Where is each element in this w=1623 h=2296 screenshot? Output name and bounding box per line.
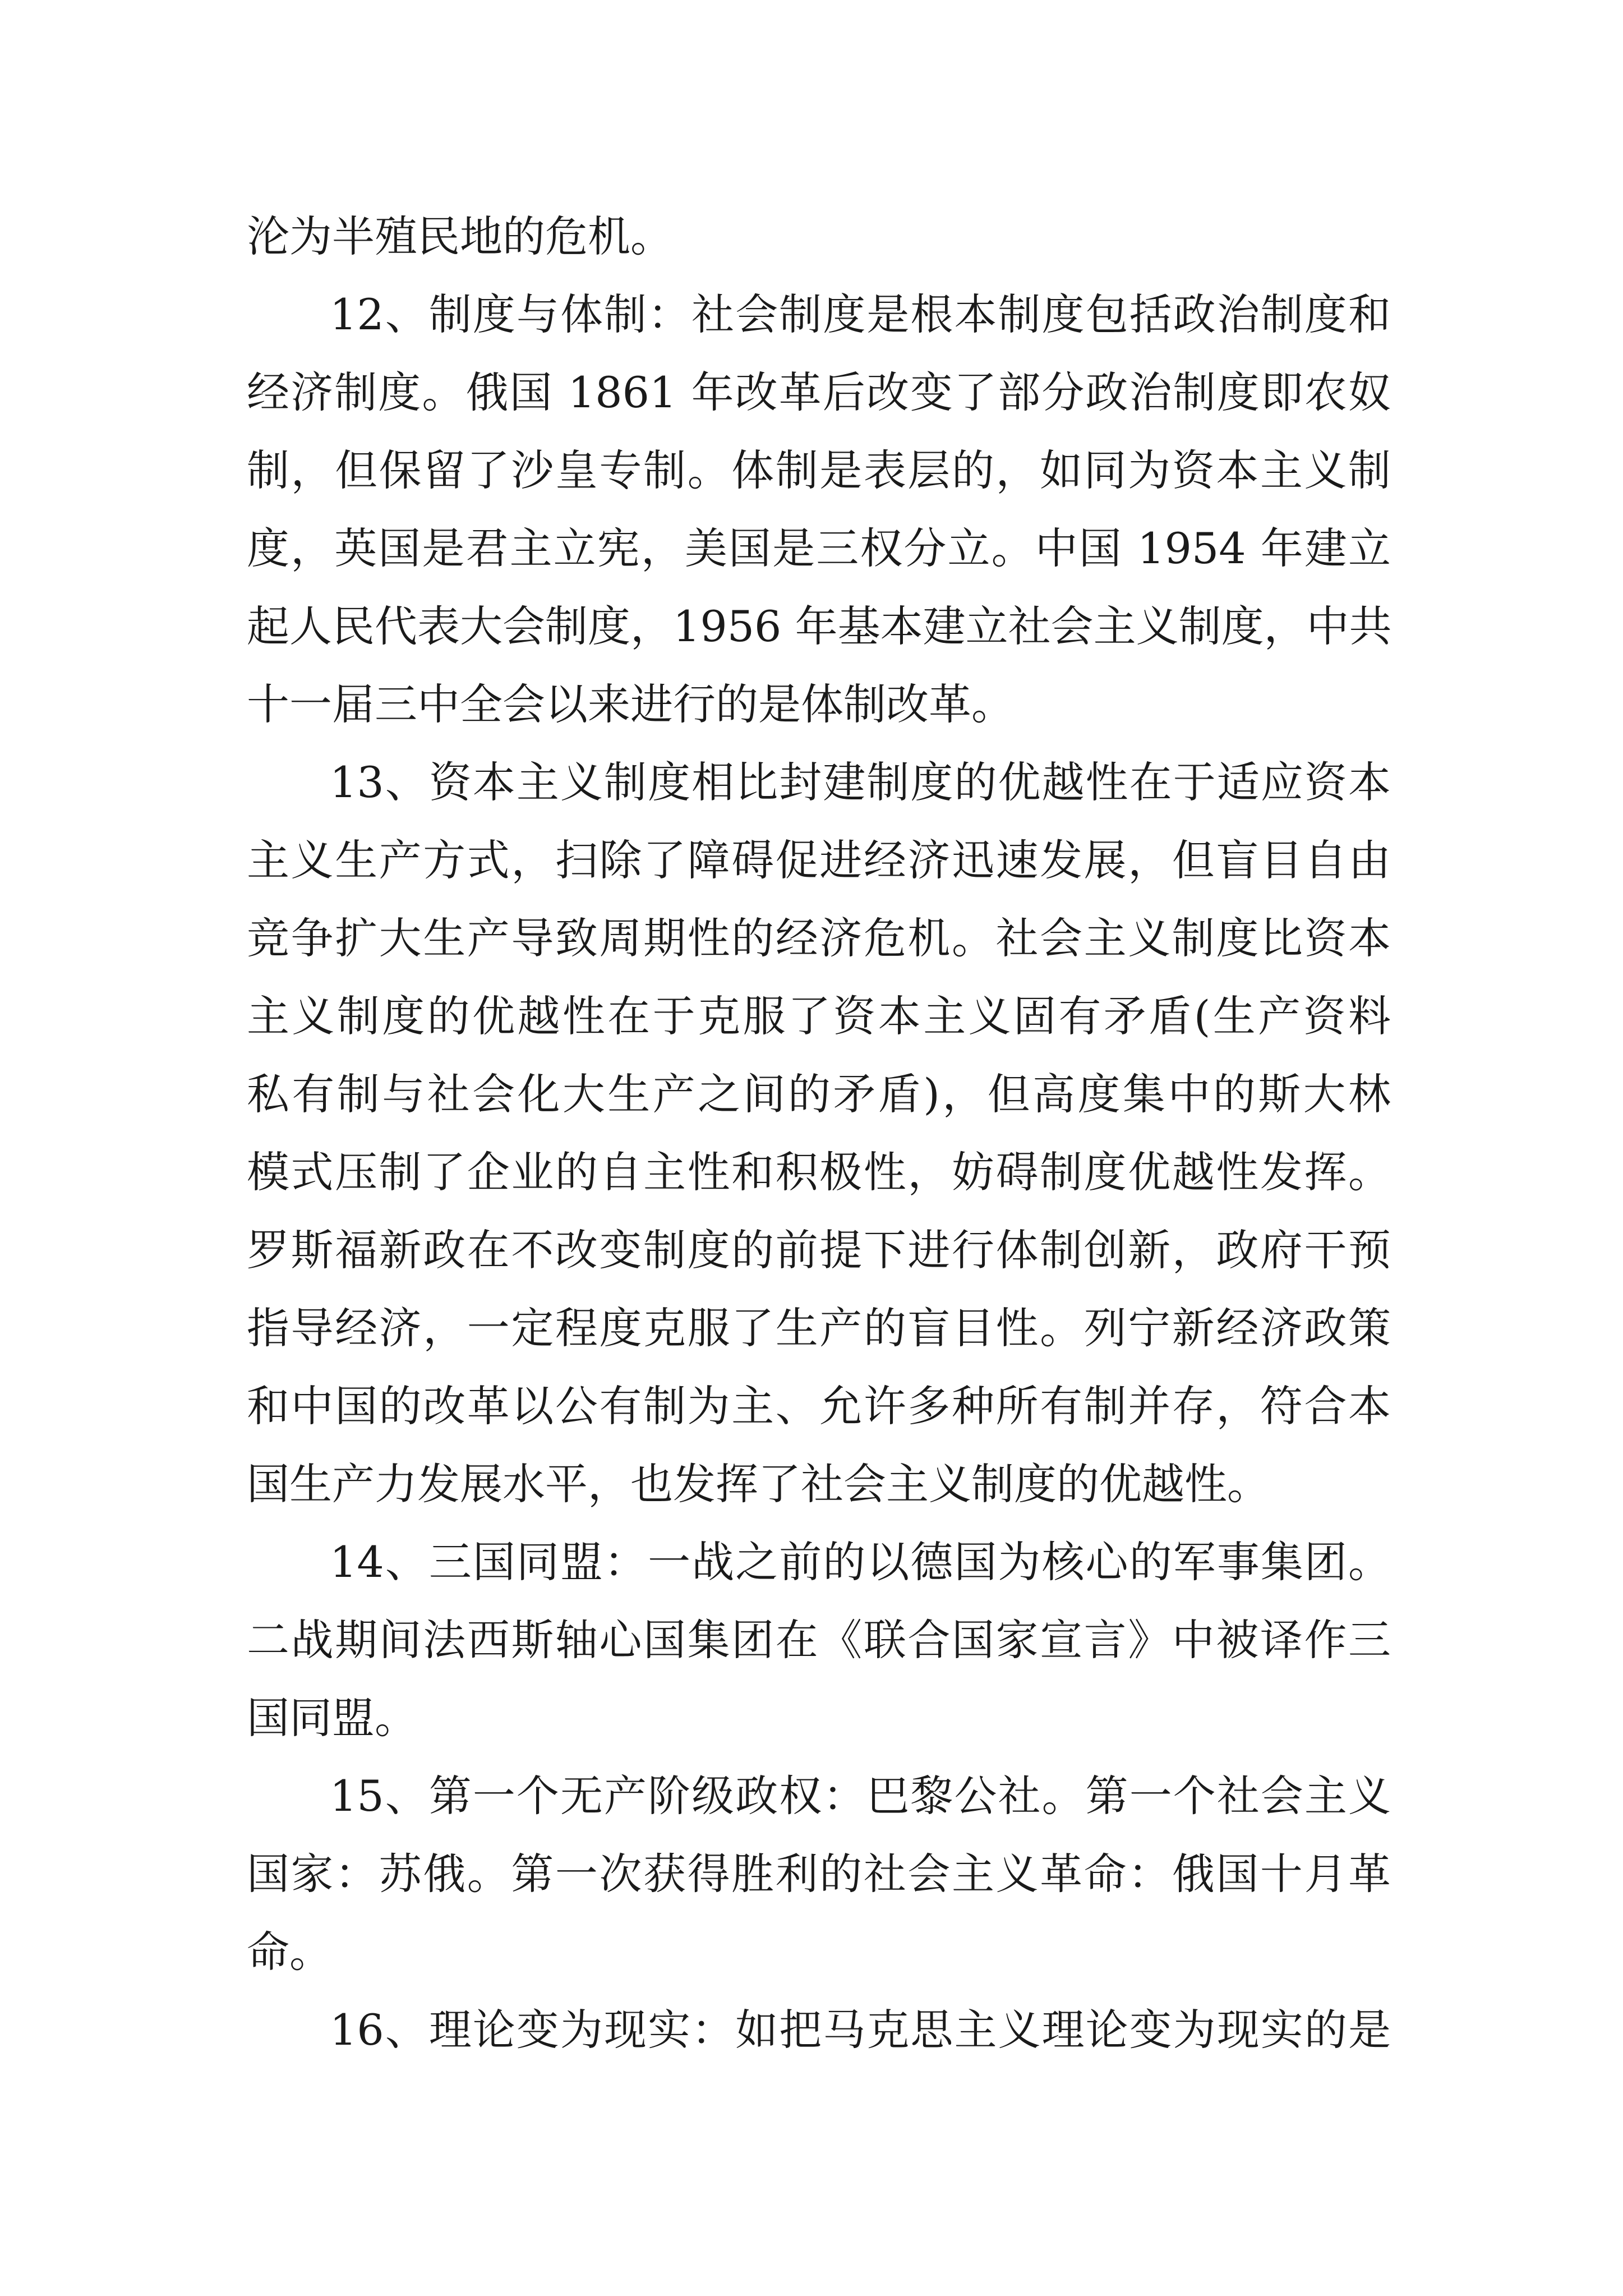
text-line: 模式压制了企业的自主性和积极性，妨碍制度优越性发挥。 bbox=[247, 1147, 1391, 1197]
paragraph bbox=[247, 743, 1391, 1523]
text-line: 经济制度。俄国 1861 年改革后改变了部分政治制度即农奴 bbox=[247, 367, 1391, 417]
text-line: 沦为半殖民地的危机。 bbox=[247, 211, 673, 261]
text-line: 15、第一个无产阶级政权：巴黎公社。第一个社会主义 bbox=[330, 1771, 1391, 1821]
text-line: 16、理论变为现实：如把马克思主义理论变为现实的是 bbox=[330, 2005, 1391, 2055]
text-line: 竞争扩大生产导致周期性的经济危机。社会主义制度比资本 bbox=[247, 913, 1391, 963]
text-line: 和中国的改革以公有制为主、允许多种所有制并存，符合本 bbox=[247, 1381, 1391, 1431]
paragraph bbox=[247, 197, 1391, 275]
paragraph bbox=[247, 1523, 1391, 1757]
text-line: 国家：苏俄。第一次获得胜利的社会主义革命：俄国十月革 bbox=[247, 1849, 1391, 1899]
text-line: 十一届三中全会以来进行的是体制改革。 bbox=[247, 679, 1014, 729]
paragraph bbox=[247, 1757, 1391, 1991]
text-line: 主义制度的优越性在于克服了资本主义固有矛盾(生产资料 bbox=[247, 991, 1391, 1041]
text-line: 主义生产方式，扫除了障碍促进经济迅速发展，但盲目自由 bbox=[247, 835, 1391, 885]
text-line: 罗斯福新政在不改变制度的前提下进行体制创新，政府干预 bbox=[247, 1225, 1391, 1275]
text-line: 国同盟。 bbox=[247, 1693, 417, 1743]
text-line: 起人民代表大会制度，1956 年基本建立社会主义制度，中共 bbox=[247, 601, 1392, 651]
paragraph bbox=[247, 275, 1391, 743]
paragraph bbox=[247, 1991, 1391, 2069]
text-line: 13、资本主义制度相比封建制度的优越性在于适应资本 bbox=[330, 757, 1391, 807]
text-line: 12、制度与体制：社会制度是根本制度包括政治制度和 bbox=[330, 289, 1391, 339]
text-line: 制，但保留了沙皇专制。体制是表层的，如同为资本主义制 bbox=[247, 445, 1391, 495]
document-body bbox=[247, 197, 1391, 2069]
text-line: 二战期间法西斯轴心国集团在《联合国家宣言》中被译作三 bbox=[247, 1615, 1391, 1665]
text-line: 14、三国同盟：一战之前的以德国为核心的军事集团。 bbox=[330, 1537, 1391, 1587]
text-line: 私有制与社会化大生产之间的矛盾)，但高度集中的斯大林 bbox=[247, 1069, 1391, 1119]
text-line: 指导经济，一定程度克服了生产的盲目性。列宁新经济政策 bbox=[247, 1303, 1391, 1353]
text-line: 命。 bbox=[247, 1927, 332, 1977]
text-line: 度，英国是君主立宪，美国是三权分立。中国 1954 年建立 bbox=[247, 523, 1391, 573]
text-line: 国生产力发展水平，也发挥了社会主义制度的优越性。 bbox=[247, 1459, 1270, 1509]
